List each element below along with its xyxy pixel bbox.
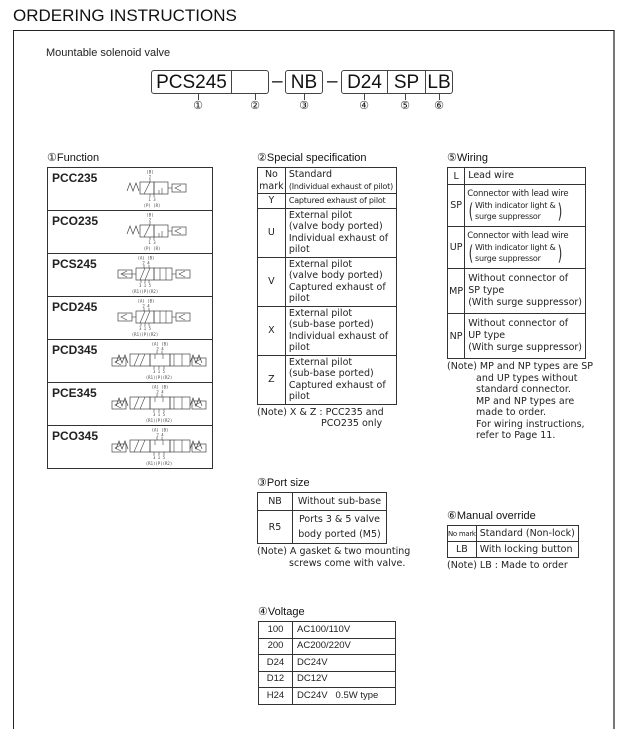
manual-row xyxy=(448,542,579,558)
wiring-paren-line: With indicator light & xyxy=(475,243,556,252)
special-code: V xyxy=(258,257,286,306)
special-desc-line: (sub-base ported) xyxy=(288,319,374,330)
wiring-paren-group xyxy=(467,242,583,264)
wiring-desc-line: (With surge suppressor) xyxy=(468,297,582,308)
port-label: (A) (B) xyxy=(151,341,169,347)
wiring-paren-line: With indicator light & xyxy=(475,201,556,210)
port-code: R5 xyxy=(258,511,293,544)
function-cell xyxy=(48,383,213,426)
code-series: PCS245 xyxy=(152,71,232,93)
port-number: 1 3 xyxy=(148,240,156,245)
voltage-description: DC12V xyxy=(293,671,396,688)
special-code: U xyxy=(258,208,286,257)
wiring-code: L xyxy=(448,168,465,185)
function-cell xyxy=(48,211,213,254)
special-desc-line: External pilot xyxy=(288,258,353,270)
wiring-paren-group xyxy=(467,200,583,222)
voltage-section xyxy=(258,606,396,705)
function-row xyxy=(48,426,213,469)
callout-5: ⑤ xyxy=(400,100,410,112)
wiring-section-title: ⑤Wiring xyxy=(447,152,489,164)
wiring-code: NP xyxy=(448,314,465,359)
voltage-description: DC24V xyxy=(293,655,396,672)
page-title: ORDERING INSTRUCTIONS xyxy=(13,6,237,25)
voltage-row xyxy=(259,671,396,688)
function-row xyxy=(48,211,213,254)
valve-symbol-icon xyxy=(110,427,210,467)
special-code: No mark xyxy=(259,168,284,192)
voltage-code: D24 xyxy=(259,655,293,672)
voltage-description: AC100/110V xyxy=(293,622,396,639)
port-description xyxy=(293,493,387,511)
special-desc-line: (sub-base ported) xyxy=(288,368,374,379)
port-label: (A) (B) xyxy=(137,255,155,261)
manual-description: With locking button xyxy=(476,542,578,558)
wiring-desc-line: (With surge suppressor) xyxy=(468,342,582,353)
wiring-desc-line: Without connector of xyxy=(468,273,569,284)
special-description xyxy=(285,208,396,257)
port-size-table xyxy=(257,492,387,544)
port-number: 3 1 5 xyxy=(138,326,152,331)
code-dash: – xyxy=(327,71,338,92)
port-number: 3 1 5 xyxy=(152,455,166,460)
wiring-row xyxy=(448,314,586,359)
voltage-row xyxy=(259,655,396,672)
manual-code: No mark xyxy=(448,526,477,542)
voltage-description: AC200/220V xyxy=(293,638,396,655)
voltage-row xyxy=(259,688,396,705)
model-code-suffix-box xyxy=(341,70,453,94)
voltage-code: D12 xyxy=(259,671,293,688)
callout-3: ③ xyxy=(299,100,309,112)
function-model-name: PCS245 xyxy=(52,257,97,271)
port-label: (B) xyxy=(146,212,154,218)
port-desc-line: Ports 3 & 5 valve xyxy=(299,514,380,525)
special-description xyxy=(285,355,396,404)
port-label: (A) (B) xyxy=(151,384,169,390)
special-spec-table xyxy=(257,167,397,405)
function-model-name: PCD245 xyxy=(52,300,98,314)
port-number: 2 xyxy=(148,217,152,223)
special-section xyxy=(257,152,397,430)
wiring-paren-line: surge suppressor xyxy=(475,254,541,263)
voltage-section-title: ④Voltage xyxy=(258,606,305,618)
port-label: (P) (R) xyxy=(143,203,161,208)
special-code: Y xyxy=(258,194,286,209)
manual-description: Standard (Non-lock) xyxy=(476,526,578,542)
special-row xyxy=(258,306,397,355)
special-row xyxy=(258,208,397,257)
port-desc-line: Without sub-base xyxy=(297,496,382,507)
paren-close-glyph: ) xyxy=(557,241,562,265)
valve-symbol-icon xyxy=(110,255,210,295)
wiring-note-line: refer to Page 11. xyxy=(476,430,556,441)
special-desc-line: pilot xyxy=(288,244,310,255)
port-section xyxy=(257,477,410,569)
valve-symbol-icon xyxy=(110,298,210,338)
port-number: 3 1 5 xyxy=(138,283,152,288)
valve-symbol-icon xyxy=(110,384,210,424)
wiring-note-line: MP and NP types are xyxy=(476,395,575,407)
paren-close-glyph: ) xyxy=(557,199,562,223)
special-desc-line: pilot xyxy=(288,293,310,304)
port-label: (A) (B) xyxy=(137,298,155,304)
voltage-code: 200 xyxy=(259,638,293,655)
special-note-line: (Note) X & Z : PCC235 and xyxy=(257,406,384,418)
wiring-note xyxy=(447,361,593,442)
special-desc-line: External pilot xyxy=(288,307,353,319)
special-desc-line: (valve body ported) xyxy=(288,221,383,232)
code-wiring: SP xyxy=(388,71,426,93)
port-row xyxy=(258,493,387,511)
wiring-row xyxy=(448,227,586,269)
wiring-description xyxy=(465,227,586,269)
port-note xyxy=(257,546,410,569)
manual-section xyxy=(447,510,579,572)
function-model-name: PCO235 xyxy=(52,214,99,228)
wiring-description xyxy=(465,168,586,185)
valve-symbol-icon xyxy=(110,341,210,381)
function-cell xyxy=(48,254,213,297)
special-desc-line: Individual exhaust of xyxy=(288,232,389,244)
manual-note: (Note) LB : Made to order xyxy=(447,560,568,571)
code-special xyxy=(232,71,268,93)
manual-section-title: ⑥Manual override xyxy=(447,510,536,522)
function-section xyxy=(47,152,213,469)
code-port: NB xyxy=(290,71,318,93)
special-desc-line: Standard xyxy=(288,169,333,180)
wiring-desc-line: UP type xyxy=(468,330,506,341)
special-desc-cond: Captured exhaust of pilot xyxy=(288,196,386,205)
wiring-desc-line: Connector with lead wire xyxy=(467,189,569,199)
special-row xyxy=(258,257,397,306)
code-dash: – xyxy=(272,71,283,92)
port-label: (R1)(P)(R2) xyxy=(131,289,159,294)
special-description xyxy=(285,306,396,355)
wiring-description xyxy=(465,185,586,227)
model-code-port-box xyxy=(285,70,323,94)
wiring-note-line: made to order. xyxy=(476,407,547,418)
port-number: 2 4 xyxy=(156,389,164,395)
port-number: 2 4 xyxy=(142,303,150,309)
function-section-title: ①Function xyxy=(47,152,100,164)
wiring-row xyxy=(448,168,586,185)
callout-1: ① xyxy=(193,100,203,112)
wiring-note-line: For wiring instructions, xyxy=(476,418,585,430)
wiring-desc-line: Lead wire xyxy=(468,170,514,181)
function-model-name: PCD345 xyxy=(52,343,98,357)
code-voltage: D24 xyxy=(342,71,388,93)
function-row xyxy=(48,297,213,340)
function-cell xyxy=(48,168,213,211)
special-note xyxy=(257,407,397,430)
special-section-title: ②Special specification xyxy=(257,152,367,164)
special-note-line: PCO235 only xyxy=(321,418,383,429)
special-desc-line: (valve body ported) xyxy=(288,270,383,281)
special-desc-line: pilot xyxy=(288,342,310,353)
special-row xyxy=(258,168,397,194)
port-label: (R1)(P)(R2) xyxy=(145,375,173,380)
manual-override-table xyxy=(447,525,579,558)
port-label: (R1)(P)(R2) xyxy=(145,418,173,423)
special-code: X xyxy=(258,306,286,355)
callout-2: ② xyxy=(250,100,260,112)
special-desc-line: External pilot xyxy=(288,356,353,368)
port-note-line: screws come with valve. xyxy=(289,557,406,569)
wiring-paren-line: surge suppressor xyxy=(475,212,541,221)
wiring-note-line: and UP types without xyxy=(476,372,578,384)
port-number: 2 4 xyxy=(156,346,164,352)
wiring-code: MP xyxy=(448,269,465,314)
port-number: 1 3 xyxy=(148,197,156,202)
port-number: 2 xyxy=(148,174,152,180)
function-row xyxy=(48,340,213,383)
port-label: (B) xyxy=(146,169,154,175)
model-code-series-box xyxy=(151,70,269,94)
wiring-code: UP xyxy=(448,227,465,269)
special-row xyxy=(258,194,397,209)
manual-code: LB xyxy=(448,542,477,558)
special-desc-line: External pilot xyxy=(288,209,353,221)
wiring-table xyxy=(447,167,586,359)
special-desc-line: Captured exhaust of xyxy=(288,281,386,293)
port-code: NB xyxy=(258,493,293,511)
function-model-name: PCC235 xyxy=(52,171,98,185)
valve-symbol-icon xyxy=(110,169,210,209)
port-desc-line: body ported (M5) xyxy=(298,529,381,540)
wiring-description xyxy=(465,269,586,314)
wiring-desc-line: SP type xyxy=(468,285,505,296)
function-row xyxy=(48,254,213,297)
port-row xyxy=(258,511,387,544)
wiring-note-line: (Note) MP and NP types are SP xyxy=(447,361,593,372)
port-number: 2 4 xyxy=(156,432,164,438)
port-description xyxy=(293,511,387,544)
port-label: (R1)(P)(R2) xyxy=(131,332,159,337)
wiring-note-line: standard connector. xyxy=(476,384,571,395)
port-section-title: ③Port size xyxy=(257,477,310,489)
function-model-name: PCE345 xyxy=(52,386,97,400)
subtitle: Mountable solenoid valve xyxy=(46,47,171,59)
special-description xyxy=(285,257,396,306)
special-desc-cond: (Individual exhaust of pilot) xyxy=(288,181,393,191)
voltage-table xyxy=(258,621,396,705)
voltage-row xyxy=(259,622,396,639)
voltage-description: DC24V 0.5W type xyxy=(293,688,396,705)
valve-symbol-icon xyxy=(110,212,210,252)
port-label: (A) (B) xyxy=(151,427,169,433)
port-note-line: (Note) A gasket & two mounting xyxy=(257,546,411,557)
wiring-code: SP xyxy=(448,185,465,227)
wiring-row xyxy=(448,269,586,314)
voltage-code: 100 xyxy=(259,622,293,639)
manual-row xyxy=(448,526,579,542)
special-description xyxy=(285,168,396,194)
voltage-row xyxy=(259,638,396,655)
special-desc-line: pilot xyxy=(288,391,310,402)
function-row xyxy=(48,168,213,211)
function-table xyxy=(47,167,213,469)
special-code: Z xyxy=(258,355,286,404)
port-label: (R1)(P)(R2) xyxy=(145,461,173,466)
wiring-desc-line: Connector with lead wire xyxy=(467,231,569,241)
port-number: 3 1 5 xyxy=(152,412,166,417)
function-cell xyxy=(48,426,213,469)
special-desc-line: Captured exhaust of xyxy=(288,379,386,391)
function-cell xyxy=(48,297,213,340)
special-description xyxy=(285,194,396,209)
callout-6: ⑥ xyxy=(434,100,444,112)
wiring-desc-line: Without connector of xyxy=(468,318,569,329)
paren-open-glyph: ( xyxy=(468,199,474,223)
callout-4: ④ xyxy=(359,100,369,112)
function-cell xyxy=(48,340,213,383)
function-model-name: PCO345 xyxy=(52,429,99,443)
special-row xyxy=(258,355,397,404)
voltage-code: H24 xyxy=(259,688,293,705)
wiring-row xyxy=(448,185,586,227)
function-row xyxy=(48,383,213,426)
wiring-description xyxy=(465,314,586,359)
port-number: 3 1 5 xyxy=(152,369,166,374)
paren-open-glyph: ( xyxy=(468,241,474,265)
port-number: 2 4 xyxy=(142,260,150,266)
wiring-section xyxy=(447,152,593,442)
port-label: (P) (R) xyxy=(143,246,161,251)
special-desc-line: Individual exhaust of xyxy=(288,330,389,342)
code-override: LB xyxy=(427,71,451,93)
